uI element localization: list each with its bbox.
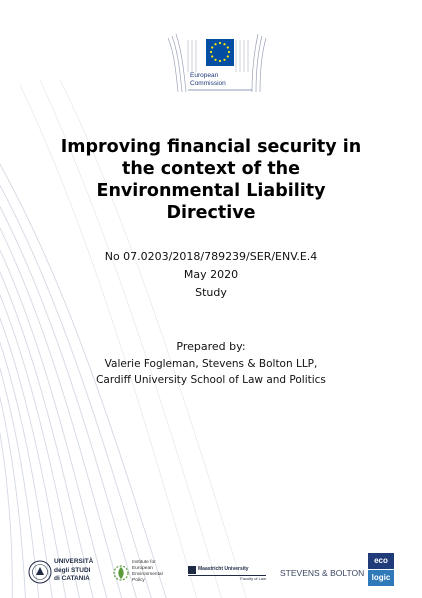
authors-block [0, 356, 422, 388]
ec-wordmark-line1: European [190, 72, 219, 79]
university-seal-icon [28, 560, 52, 584]
author-line: Cardiff University School of Law and Politics [96, 374, 326, 386]
prepared-by-label: Prepared by: [176, 340, 246, 353]
document-title [30, 136, 392, 224]
maastricht-faculty: Faculty of Law [240, 576, 266, 581]
title-line: Directive [166, 203, 256, 223]
ieep-line: Environmental [132, 572, 163, 577]
catania-line: UNIVERSITÀ [54, 558, 94, 565]
maastricht-name: Maastricht University [198, 566, 249, 572]
maastricht-mark-icon [188, 566, 196, 574]
maastricht-university-logo [188, 566, 266, 584]
ieep-line: Institute for [132, 560, 156, 565]
catania-university-logo [28, 558, 94, 586]
catania-line: di CATANIA [54, 575, 90, 582]
author-line: Valerie Fogleman, Stevens & Bolton LLP, [104, 358, 318, 370]
ecologic-bottom: logic [368, 570, 394, 586]
ecologic-logo [368, 553, 394, 587]
title-line: Improving financial security in [60, 137, 362, 157]
ieep-line: Policy [132, 578, 145, 583]
reference-number: No 07.0203/2018/789239/SER/ENV.E.4 [104, 250, 318, 263]
title-line: Environmental Liability [96, 181, 326, 201]
ec-wordmark [190, 72, 226, 88]
ieep-logo [112, 560, 174, 586]
leaf-circle-icon [112, 563, 130, 583]
publication-date: May 2020 [183, 268, 239, 281]
title-line: the context of the [121, 159, 301, 179]
document-type: Study [195, 286, 227, 299]
ec-wordmark-line2: Commission [190, 80, 226, 87]
ieep-line: European [132, 566, 153, 571]
stevens-bolton-logo: STEVENS & BOLTON [280, 568, 365, 578]
catania-line: degli STUDI [54, 566, 91, 574]
ecologic-top: eco [368, 553, 394, 569]
